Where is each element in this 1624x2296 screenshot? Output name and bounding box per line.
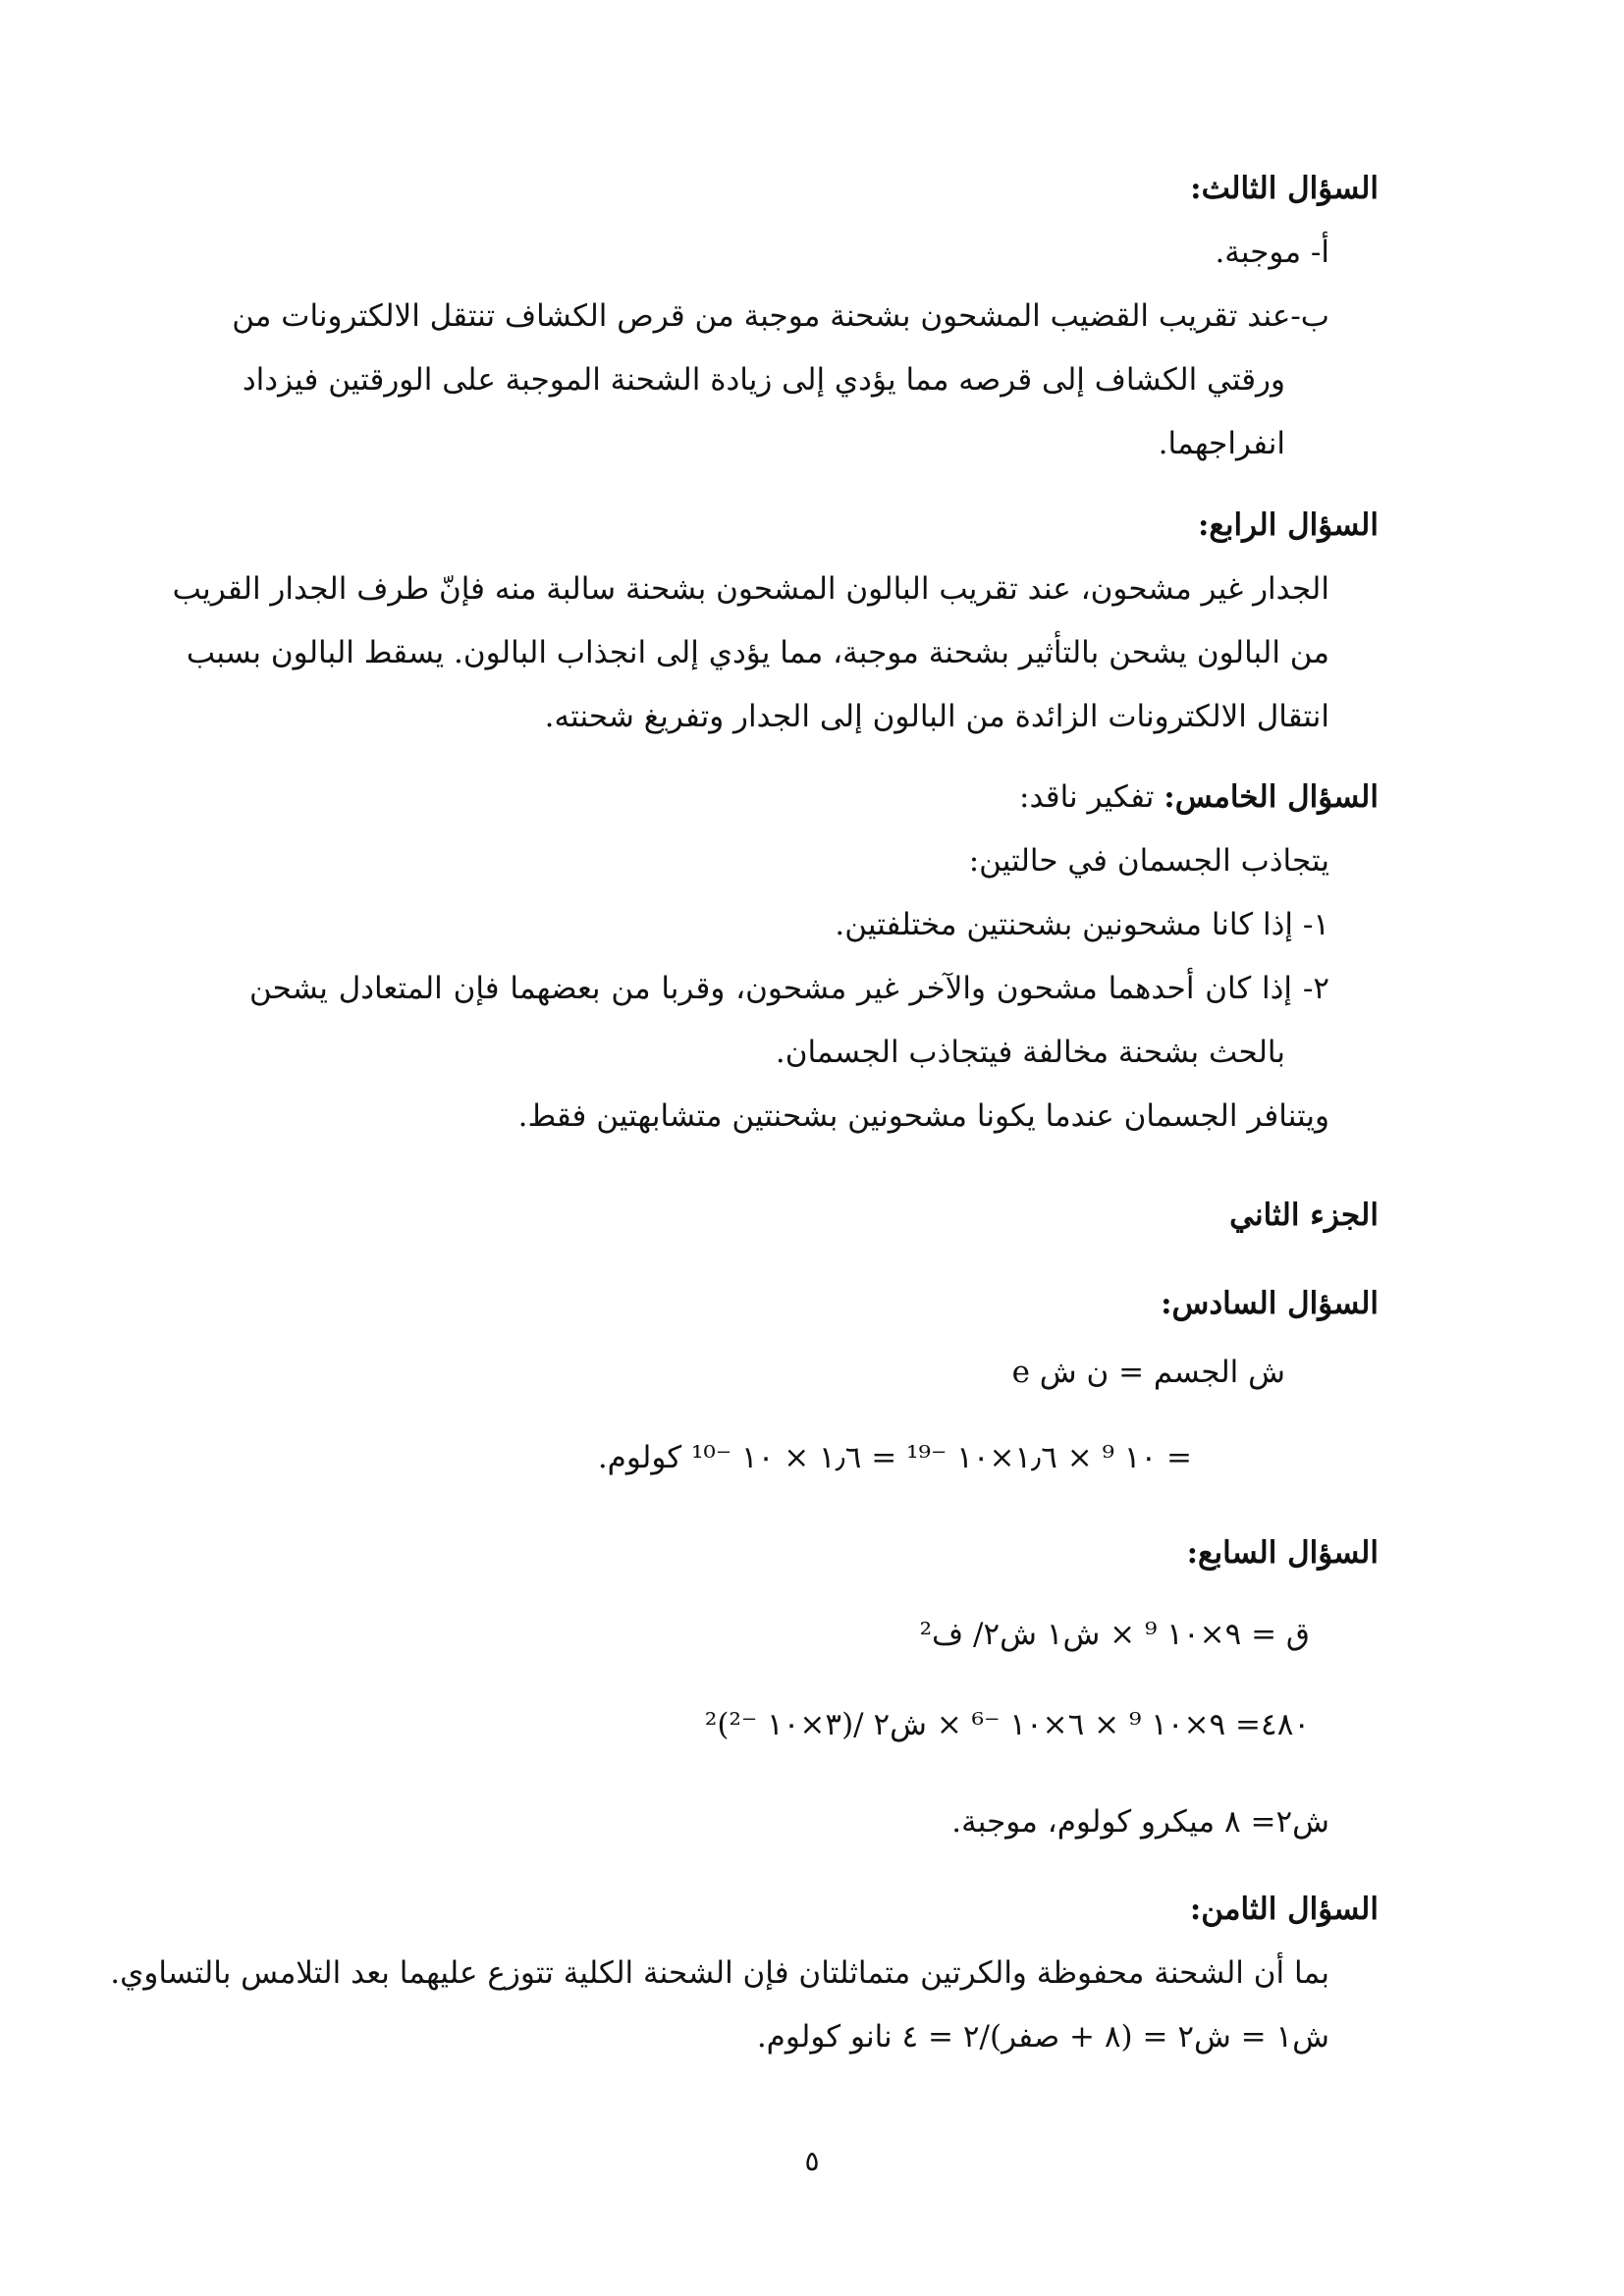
- q4-line2: من البالون يشحن بالتأثير بشحنة موجبة، مما يؤدي إلى انجذاب البالون. يسقط البالون بسبب: [186, 635, 1329, 670]
- q3-answer-b-line1: ب-عند تقريب القضيب المشحون بشحنة موجبة من قرص الكشاف تنتقل الالكترونات من: [232, 298, 1329, 334]
- q3-title: السؤال الثالث:: [1190, 171, 1379, 206]
- q7-equation1: ق = ٩×١٠ ⁹ × ش١ ش٢/ ف²: [919, 1617, 1310, 1652]
- page-number: ٥: [804, 2145, 820, 2177]
- q8-line1: بما أن الشحنة محفوظة والكرتين متماثلتان فإن الشحنة الكلية تتوزع عليهما بعد التلامس بالتساوي.: [110, 1955, 1329, 1991]
- q5-title: [1019, 777, 1379, 817]
- part2-title: الجزء الثاني: [1229, 1198, 1379, 1233]
- q3-answer-b-line2: ورقتي الكشاف إلى قرصه مما يؤدي إلى زيادة الشحنة الموجبة على الورقتين فيزداد: [242, 362, 1285, 398]
- q8-line2: ش١ = ش٢ = (٨ + صفر)/٢ = ٤ نانو كولوم.: [756, 2019, 1329, 2055]
- q4-title: السؤال الرابع:: [1197, 507, 1379, 543]
- q5-line2: ١- إذا كانا مشحونين بشحنتين مختلفتين.: [835, 907, 1329, 942]
- q5-line4: بالحث بشحنة مخالفة فيتجاذب الجسمان.: [775, 1035, 1285, 1070]
- q5-title-bold: السؤال الخامس:: [1164, 779, 1379, 815]
- q8-title: السؤال الثامن:: [1189, 1892, 1379, 1927]
- q3-answer-b-line3: انفراجهما.: [1158, 426, 1285, 461]
- q7-equation2: ٤٨٠= ٩×١٠ ⁹ × ٦×١٠ ⁻⁶ × ش٢ /(٣×١٠ ⁻²)²: [704, 1707, 1310, 1742]
- q5-line1: يتجاذب الجسمان في حالتين:: [968, 843, 1329, 879]
- q6-equation1: ش الجسم = ن ش e: [1011, 1355, 1285, 1390]
- q4-line3: انتقال الالكترونات الزائدة من البالون إلى الجدار وتفريغ شحنته.: [544, 699, 1329, 734]
- q5-title-rest: تفكير ناقد:: [1019, 779, 1164, 815]
- q6-equation2: = ١٠ ⁹ × ١٫٦×١٠ ⁻¹⁹ = ١٫٦ × ١٠ ⁻¹⁰ كولوم.: [597, 1440, 1192, 1475]
- q5-line3: ٢- إذا كان أحدهما مشحون والآخر غير مشحون، وقربا من بعضهما فإن المتعادل يشحن: [249, 971, 1329, 1006]
- q7-title: السؤال السابع:: [1186, 1535, 1379, 1571]
- q5-line5: ويتنافر الجسمان عندما يكونا مشحونين بشحنتين متشابهتين فقط.: [517, 1098, 1329, 1134]
- q6-title: السؤال السادس:: [1161, 1286, 1379, 1321]
- q4-line1: الجدار غير مشحون، عند تقريب البالون المشحون بشحنة سالبة منه فإنّ طرف الجدار القريب: [172, 571, 1329, 607]
- q7-equation3: ش٢= ٨ ميكرو كولوم، موجبة.: [951, 1804, 1329, 1840]
- q3-answer-a: أ- موجبة.: [1215, 235, 1329, 270]
